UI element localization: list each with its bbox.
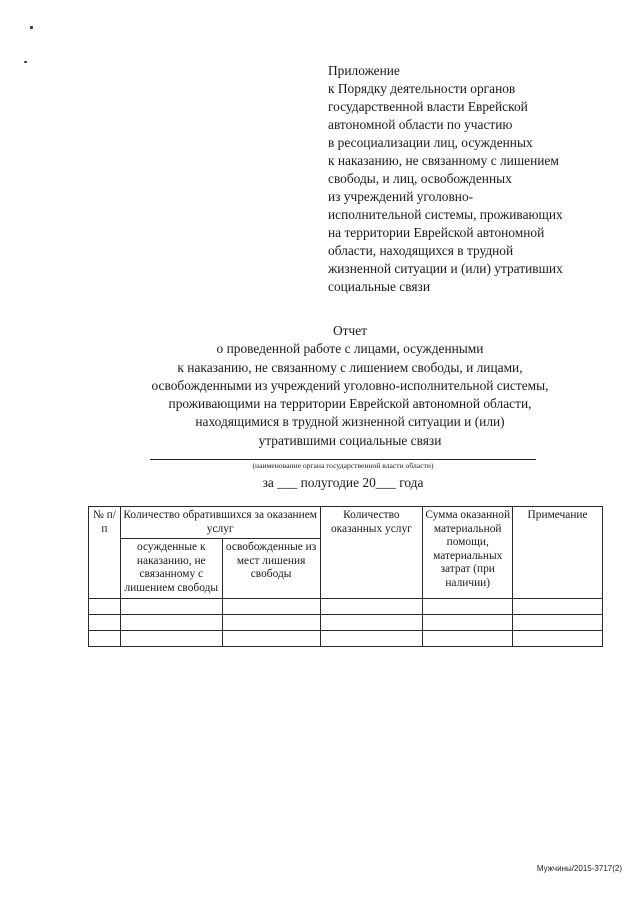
appendix-line: области, находящихся в трудной bbox=[328, 243, 514, 258]
appendix-line: автономной области по участию bbox=[328, 117, 513, 132]
scan-speck bbox=[24, 61, 27, 63]
report-title-line: освобожденными из учреждений уголовно-исполнительной системы, bbox=[151, 377, 549, 393]
table-row bbox=[89, 614, 603, 630]
report-title-line: Отчет bbox=[332, 323, 368, 338]
table-row bbox=[89, 630, 603, 646]
table-cell[interactable] bbox=[513, 614, 603, 630]
appendix-line: жизненной ситуации и (или) утративших bbox=[328, 261, 563, 276]
appendix-line: исполнительной системы, проживающих bbox=[328, 207, 563, 222]
appendix-line: свободы, и лиц, освобожденных bbox=[328, 171, 512, 186]
table-cell[interactable] bbox=[222, 598, 320, 614]
table-cell[interactable] bbox=[320, 630, 423, 646]
table-cell[interactable] bbox=[89, 630, 121, 646]
appendix-line: к наказанию, не связанному с лишением bbox=[328, 153, 559, 168]
table-cell[interactable] bbox=[423, 614, 513, 630]
report-title-line: о проведенной работе с лицами, осужденными bbox=[216, 341, 484, 357]
header-services-count: Количество оказанных услуг bbox=[320, 507, 423, 599]
table-cell[interactable] bbox=[222, 630, 320, 646]
report-title-line: находящимися в трудной жизненной ситуации и (или) bbox=[195, 414, 505, 430]
report-period: за ___ полугодие 20___ года bbox=[262, 475, 424, 490]
report-title-line: проживающими на территории Еврейской автономной области, bbox=[168, 396, 532, 412]
table-row bbox=[89, 598, 603, 614]
table-cell[interactable] bbox=[120, 598, 222, 614]
table-cell[interactable] bbox=[320, 614, 423, 630]
report-title-line: утратившими социальные связи bbox=[258, 432, 442, 448]
table-cell[interactable] bbox=[513, 598, 603, 614]
table-header-row bbox=[89, 507, 603, 539]
table-cell[interactable] bbox=[222, 614, 320, 630]
appendix-line: на территории Еврейской автономной bbox=[328, 225, 545, 240]
org-name-blank-line bbox=[150, 459, 536, 460]
report-title bbox=[120, 322, 580, 450]
header-applied-group: Количество обратившихся за оказанием услуг bbox=[120, 507, 320, 539]
table-cell[interactable] bbox=[89, 598, 121, 614]
appendix-line: в ресоциализации лиц, осужденных bbox=[328, 135, 533, 150]
document-code: Мужчины/2015-3717(2) bbox=[536, 864, 622, 873]
report-table bbox=[88, 506, 603, 647]
table-cell[interactable] bbox=[423, 598, 513, 614]
appendix-block bbox=[328, 62, 613, 296]
header-note: Примечание bbox=[513, 507, 603, 599]
scan-speck bbox=[30, 26, 33, 29]
table-cell[interactable] bbox=[120, 630, 222, 646]
table-cell[interactable] bbox=[89, 614, 121, 630]
org-name-caption: (наименование органа государственной власти области) bbox=[252, 461, 434, 470]
appendix-line: к Порядку деятельности органов bbox=[328, 81, 516, 96]
table-cell[interactable] bbox=[513, 630, 603, 646]
header-applied-released: освобожденные из мест лишения свободы bbox=[222, 539, 320, 598]
header-applied-convicted: осужденные к наказанию, не связанному с лишением свободы bbox=[120, 539, 222, 598]
table-cell[interactable] bbox=[423, 630, 513, 646]
table-cell[interactable] bbox=[320, 598, 423, 614]
appendix-line: из учреждений уголовно- bbox=[328, 189, 474, 204]
report-title-line: к наказанию, не связанному с лишением свободы, и лицами, bbox=[177, 359, 523, 375]
header-material-aid: Сумма оказанной материальной помощи, материальных затрат (при наличии) bbox=[423, 507, 513, 599]
header-num: № п/п bbox=[89, 507, 121, 599]
appendix-line: государственной власти Еврейской bbox=[328, 99, 528, 114]
appendix-line: Приложение bbox=[328, 63, 400, 78]
table-cell[interactable] bbox=[120, 614, 222, 630]
appendix-line: социальные связи bbox=[328, 279, 430, 294]
